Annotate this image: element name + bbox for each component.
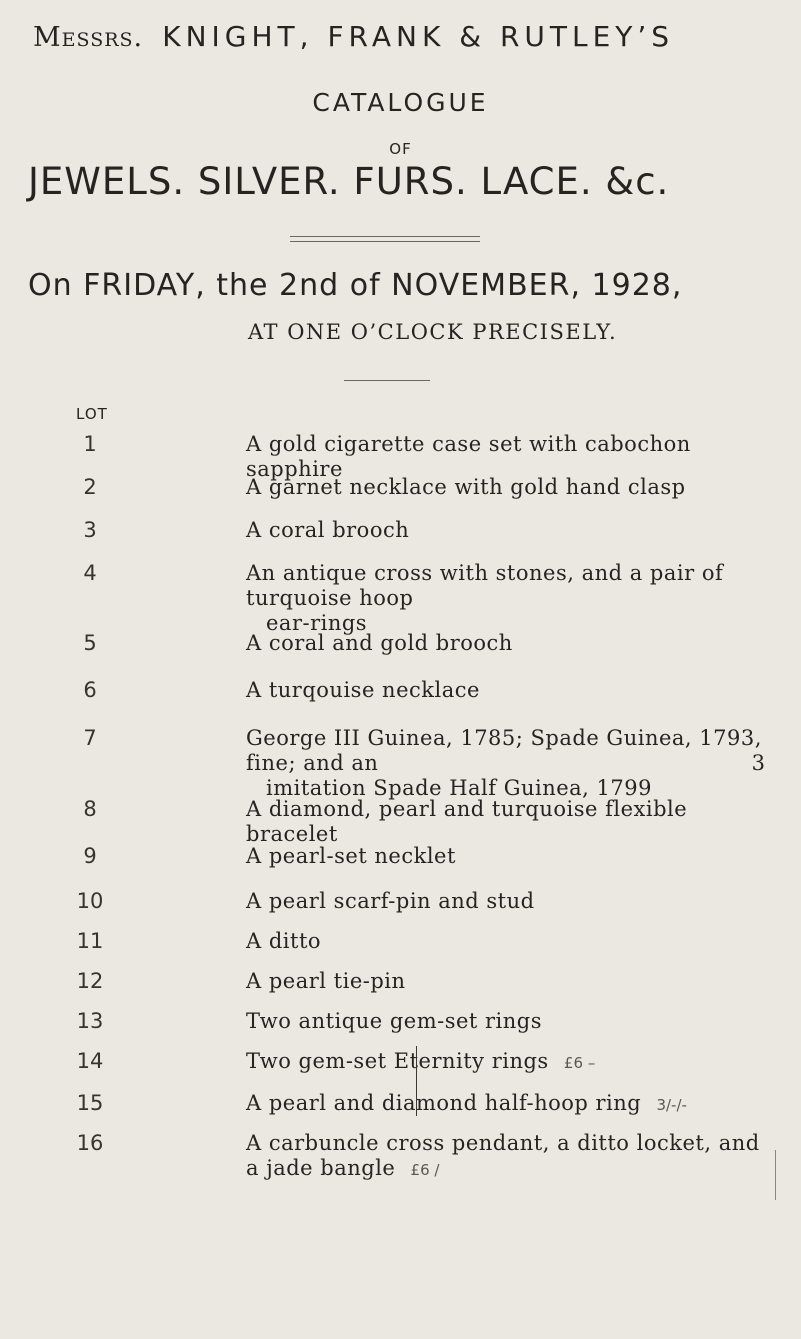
lot-description-text: George III Guinea, 1785; Spade Guinea, 1793, fine; and an (246, 726, 762, 775)
lot-description (246, 518, 786, 543)
header-rule-bottom (290, 241, 480, 242)
lot-description-text: A pearl scarf-pin and stud (246, 889, 535, 913)
lot-description (246, 1131, 766, 1183)
lot-description (246, 1091, 786, 1118)
lot-description-continued-text: imitation Spade Half Guinea, 1799 (266, 776, 652, 800)
lot-description (246, 797, 786, 847)
lot-description-text: A coral brooch (246, 518, 410, 542)
lot-description (246, 969, 786, 994)
firm-name: KNIGHT, FRANK & RUTLEY’S (162, 20, 675, 53)
lot-description-text: A pearl and diamond half-hoop ring (246, 1091, 642, 1115)
lot-description-text: A coral and gold brooch (246, 631, 513, 655)
handwritten-price-note: £6 – (563, 1054, 596, 1072)
sale-time: AT ONE O’CLOCK PRECISELY. (248, 320, 618, 344)
lot-description-text: A carbuncle cross pendant, a ditto locket, and a jade bangle (246, 1131, 760, 1180)
lot-description (246, 929, 786, 954)
lot-number: 15 (76, 1091, 104, 1115)
lot-number: 10 (76, 889, 104, 913)
lot-description-text: A gold cigarette case set with cabochon sapphire (246, 432, 691, 481)
lot-description-text: A diamond, pearl and turquoise flexible bracelet (246, 797, 688, 846)
lot-description (246, 844, 786, 869)
lot-description (246, 475, 786, 500)
sale-date: On FRIDAY, the 2nd of NOVEMBER, 1928, (28, 268, 683, 303)
section-rule (344, 380, 430, 381)
lot-description-text: Two antique gem-set rings (246, 1009, 543, 1033)
lot-number: 4 (83, 561, 97, 585)
lot-number: 2 (83, 475, 97, 499)
pencil-mark (775, 1150, 776, 1200)
messrs-label: Messrs. (33, 22, 144, 53)
lot-description-text: A pearl tie-pin (246, 969, 406, 993)
lot-description (246, 561, 786, 636)
lot-description-text: A garnet necklace with gold hand clasp (246, 475, 686, 499)
pencil-mark (416, 1046, 417, 1116)
lot-number: 12 (76, 969, 104, 993)
lot-description-text: A turqouise necklace (246, 678, 480, 702)
lot-number: 3 (83, 518, 97, 542)
lot-description (246, 1009, 786, 1034)
lot-description (246, 726, 786, 801)
lot-description (246, 678, 786, 703)
catalogue-subject: JEWELS. SILVER. FURS. LACE. &c. (28, 160, 670, 203)
lot-number: 7 (83, 726, 97, 750)
lot-quantity: 3 (751, 751, 765, 775)
lot-description (246, 1049, 786, 1076)
header-firm-line (33, 20, 674, 53)
lot-number: 13 (76, 1009, 104, 1033)
lot-number: 1 (83, 432, 97, 456)
lot-description-text: Two gem-set Eternity rings (246, 1049, 549, 1073)
lot-number: 14 (76, 1049, 104, 1073)
lot-number: 9 (83, 844, 97, 868)
lot-description-continued: ear-rings (266, 611, 368, 635)
lot-number: 11 (76, 929, 104, 953)
header-rule-top (290, 236, 480, 237)
handwritten-price-note: £6 / (410, 1161, 440, 1179)
of-label: OF (389, 140, 412, 158)
lot-description-text: An antique cross with stones, and a pair of turquoise hoop (246, 561, 724, 610)
lot-number: 6 (83, 678, 97, 702)
lot-number: 8 (83, 797, 97, 821)
lot-column-heading: LOT (76, 405, 108, 423)
catalogue-title: CATALOGUE (312, 88, 489, 117)
lot-description (246, 631, 786, 656)
lot-number: 5 (83, 631, 97, 655)
handwritten-price-note: 3/-/- (656, 1096, 687, 1114)
lot-description-text: A pearl-set necklet (246, 844, 456, 868)
lot-number: 16 (76, 1131, 104, 1155)
lot-description-text: A ditto (246, 929, 322, 953)
lot-description (246, 889, 786, 914)
